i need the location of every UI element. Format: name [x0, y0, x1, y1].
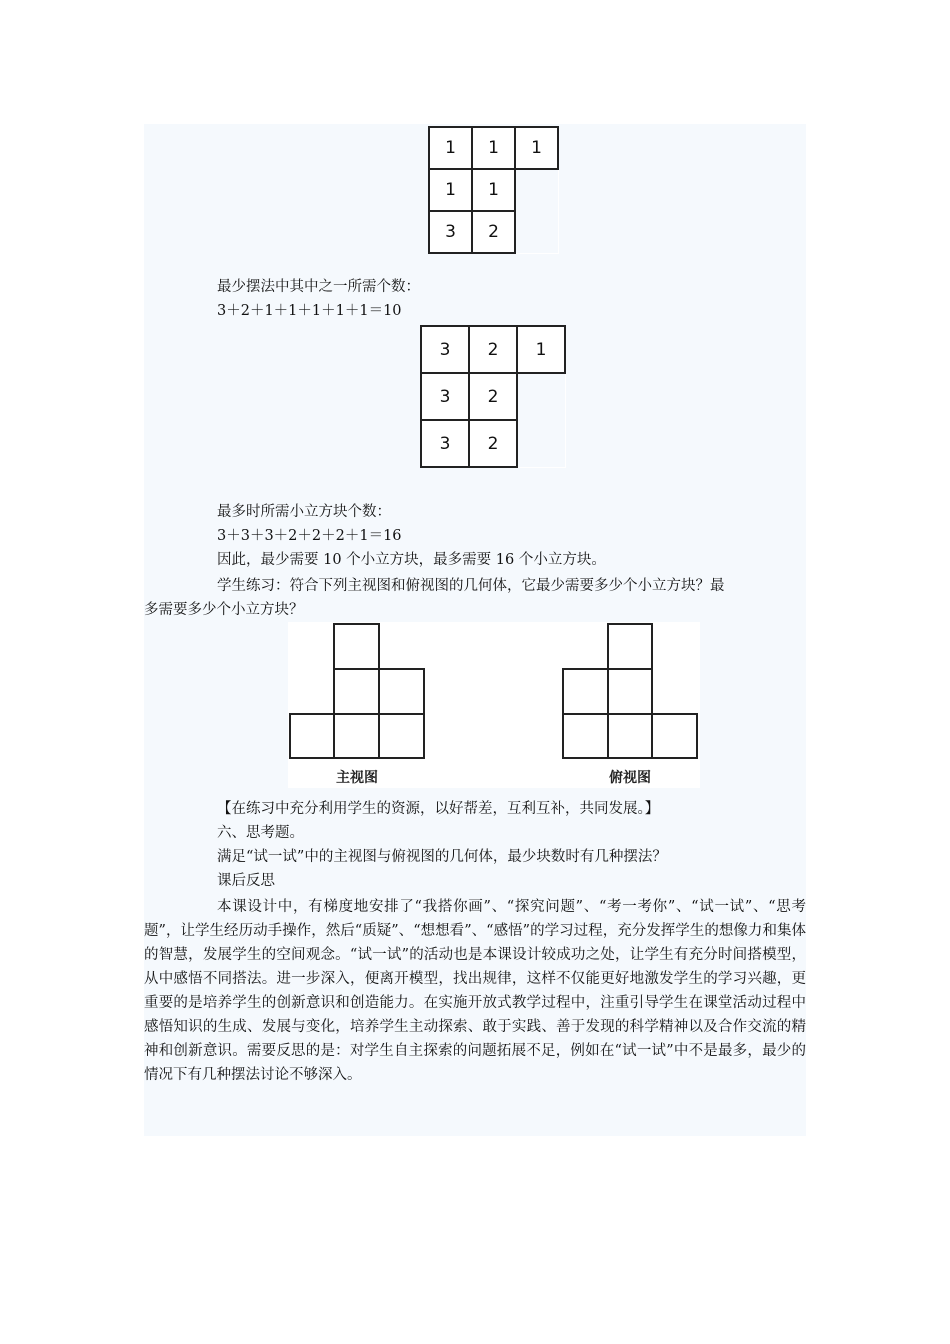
grid-cell: 1	[472, 169, 515, 211]
grid-cell: 1	[429, 127, 472, 169]
top-view-square	[608, 624, 652, 669]
top-view-square	[563, 714, 608, 758]
max-formula: 3＋3＋3＋2＋2＋2＋1＝16	[217, 528, 402, 544]
top-view-square	[608, 714, 652, 758]
grid-cell: 1	[517, 326, 565, 373]
grid-cell-empty	[517, 420, 565, 467]
top-view-square	[563, 669, 608, 714]
exercise-line-2: 多需要多少个小立方块？	[144, 602, 304, 618]
exercise-line-1: 学生练习：符合下列主视图和俯视图的几何体，它最少需要多少个小立方块？最	[217, 578, 725, 594]
grid-cell: 3	[421, 373, 469, 420]
grid-cell: 3	[421, 326, 469, 373]
grid-cell-empty	[515, 211, 558, 253]
grid-cell: 2	[469, 326, 517, 373]
grid-cell: 3	[421, 420, 469, 467]
grid-cell-empty	[515, 169, 558, 211]
teaching-note: 【在练习中充分利用学生的资源，以好帮差，互利互补，共同发展。】	[217, 801, 660, 817]
front-view-label: 主视图	[336, 770, 378, 786]
front-view-square	[334, 714, 379, 758]
section-6-heading: 六、思考题。	[217, 825, 304, 841]
grid-cell: 1	[515, 127, 558, 169]
max-arrangement-grid	[420, 325, 566, 468]
front-view-square	[379, 714, 424, 758]
grid-cell: 3	[429, 211, 472, 253]
views-figure	[288, 622, 700, 788]
max-label: 最多时所需小立方块个数：	[217, 504, 391, 520]
grid-cell: 2	[469, 420, 517, 467]
top-view-square	[652, 714, 697, 758]
top-view	[563, 624, 697, 758]
top-view-square	[608, 669, 652, 714]
min-arrangement-grid	[428, 126, 559, 254]
grid-cell: 2	[472, 211, 515, 253]
front-view-square	[290, 714, 334, 758]
reflection-paragraph: 本课设计中，有梯度地安排了“我搭你画”、“探究问题”、“考一考你”、“试一试”、“思考题”，让学生经历动手操作，然后“质疑”、“想想看”、“感悟”的学习过程，充分发挥学生的想像力和集体的智慧，发展学生的空间观念。“试一试”的活动也是本课设计较成功之处，让学生有充分时间搭模型，从中感悟不同搭法。进一步深入，便离开模型，找出规律，这样不仅能更好地激发学生的学习兴趣，更重要的是培养学生的创新意识和创造能力。在实施开放式教学过程中，注重引导学生在课堂活动过程中感悟知识的生成、发展与变化，培养学生主动探索、敢于实践、善于发现的科学精神以及合作交流的精神和创新意识。需要反思的是：对学生自主探索的问题拓展不足，例如在“试一试”中不是最多，最少的情况下有几种摆法讨论不够深入。	[144, 899, 806, 1083]
reflection-title: 课后反思	[217, 873, 275, 889]
grid-cell: 1	[472, 127, 515, 169]
top-view-label: 俯视图	[609, 770, 651, 786]
min-formula: 3＋2＋1＋1＋1＋1＋1＝10	[217, 303, 402, 319]
grid-cell-empty	[517, 373, 565, 420]
front-view	[290, 624, 424, 758]
front-view-square	[379, 669, 424, 714]
front-view-square	[334, 669, 379, 714]
views-drawing	[288, 622, 700, 788]
grid-cell: 2	[469, 373, 517, 420]
grid-cell: 1	[429, 169, 472, 211]
front-view-square	[334, 624, 379, 669]
conclusion: 因此，最少需要 10 个小立方块，最多需要 16 个小立方块。	[217, 552, 606, 568]
thinking-question: 满足“试一试”中的主视图与俯视图的几何体，最少块数时有几种摆法？	[217, 849, 667, 865]
min-label: 最少摆法中其中之一所需个数：	[217, 279, 420, 295]
